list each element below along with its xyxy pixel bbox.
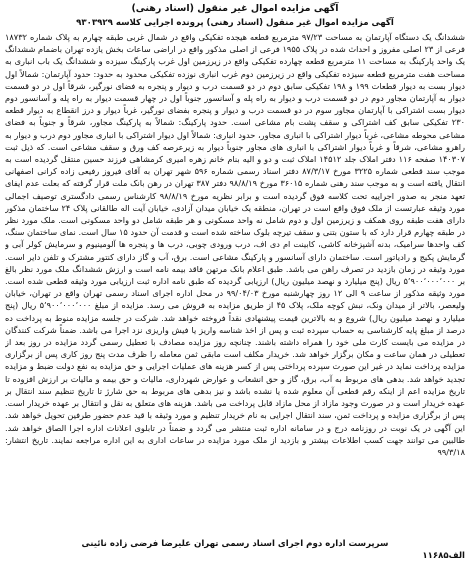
notice-subhead: آگهی مزایده اموال غیر منقول (اسناد رهنی) پرونده اجرایی کلاسه ۹۳۰۳۹۲۹	[76, 18, 394, 28]
notice-headline: آگهی مزایده اموال غیر منقول (اسناد رهنی)	[131, 3, 339, 14]
notice-code: الف۱۱۶۸۵	[422, 551, 465, 561]
notice-signature: سرپرست اداره دوم اجرای اسناد رسمی تهران علیرضا فرضی زاده نائینی	[81, 539, 389, 549]
notice-body	[5, 31, 465, 537]
notice-body-paragraph: ششدانگ یک دستگاه آپارتمان به مساحت ۹۷/۲۳ مترمربع قطعه هیجده تفکیکی واقع در شمال غربی طبقه چهارم به پلاک شماره ۱۸۷۳۲ فرعی از ۲۳ اصلی مفروز و احداث شده در پلاک ۱۹۵۵ فرعی از اصلی مذکور واقع در اراضی ساعات بخش یازده تهران باضمام ششدانگ یک واحد پارکینگ به مساحت ۱۱ مترمربع قطعه چهارده تفکیکی واقع در زیرزمین اول غرب پارکینگ سیزده و ششدانگ یک باب انباری به مساحت هفت مترمربع قطعه سیزده تفکیکی واقع در زیرزمین دوم غرب انباری نوزده تفکیکی محدود به حدود: حدود آپارتمان: شمالاً اول دیوار بست به دیوار قطعات ۱۹۹ و ۱۹۸ تفکیکی سابق دوم در دو قسمت درب و دیوار و پنجره به فضای نورگیر، شرقاً اول در دو قسمت دیوار به آپارتمان مجاور دوم در دو قسمت درب و دیوار به راه پله و آسانسور جنوباً اول در چهار قسمت دیوار به راه پله و آسانسور دوم دیوار بست اشتراکی با آپارتمان مجاور سوم در دو قسمت درب و دیوار و پنجره بفضای نورگیر، غرباً دیوار و درز انقطاع به دیوار قطعه ۲۳۰ تفکیکی سابق کف اشتراکی و سقف پشت بام مشاعی است. حدود پارکینگ: شمالاً به پارکینگ مجاور، شرقاً و جنوباً به فضای مشاعی محوطه مشاعی، غرباً دیوار اشتراکی با انباری مجاور، حدود انباری: شمالاً اول دیوار اشتراکی با انباری مجاور دوم درب و دیوار به راهرو مشاعی، شرقاً و غرباً دیوار اشتراکی با انباری های مجاور جنوباً دیوار به زیرعرصه کف ورق و سقف مشاعی است. که ذیل ثبت ۱۴۰۳۰۷ صفحه ۱۱۶ دفتر املاک جلد ۱۴۵۱۲ املاک ثبت و دو و الیه بنام خانم زهره امیری کرمشاهی فرزند حسین منتقل گردیده است به موجب سند قطعی شماره ۳۲۲۵ مورخ ۸۷/۳/۱۷ دفتر اسناد رسمی شماره ۵۹۶ شهر تهران به آقای فیروز رفیعی زاده کرانی اصفهانی انتقال یافته است و به موجب سند رهنی شماره ۳۶۰۱۵ مورخ ۹۸/۸/۱۹ دفتر ۳۸۷ تهران در رهن بانک ملت قرار گرفته که بعلت عدم ایفای تعهد منجر به صدور اجراییه تحت کلاسه فوق گردیده است و برابر نظریه مورخ ۹۸/۸/۱۹ کارشناس رسمی دادگستری توصیف اجمالی مورد وثیقه عبارتست از ملک فوق واقع است در تهران، منطقه یک خیابان میدان آزادی، خیابان آیت اله طالقانی پلاک ۲۴ ساختمان مذکور دارای هفت طبقه روی همکف و زیرزمین اول و دوم شامل نه واحد مسکونی و هر طبقه شامل دو واحد مسکونی است. ملک مورد نظر در طبقه چهارم قرار دارد که با ستون بتنی و سقف تیرچه بلوک ساخته شده است و قدمت آن حدود ۱۵ سال است. نمای ساختمان سنگ، کف واحدها سرامیک، بدنه آشپزخانه کاشی، کابینت ام دی اف، درب ورودی چوبی، درب ها و پنجره ها آلومینیوم و سرمایش کولر آبی و گرمایش پکیج و رادیاتور است. ساختمان دارای آسانسور و پارکینگ مشاعی است. برق، آب و گاز دارای کنتور مشترک و تلفن دایر است. مورد وثیقه در زمان بازدید در تصرف راهن می باشد. طبق اعلام بانک مرتهن فاقد بیمه نامه است و ارزش ششدانگ ملک مورد نظر بالغ بر ۵٬۹۰۰٬۰۰۰٬۰۰۰ ریال (پنج میلیارد و نهصد میلیون ریال) ارزیابی گردیده که طبق نامه اداره ثبت ارزیابی مورد وثیقه قطعی شده است. مورد وثیقه مذکور از ساعت ۹ الی ۱۲ روز چهارشنبه مورخ ۹۹/۰۴/۰۳ در محل اداره اجرای اسناد رسمی تهران واقع در تهران، خیابان ولیعصر، بالاتر از میدان ونک، نبش کوچه ملک، پلاک ۴۵ از طریق مزایده به فروش می رسد. مزایده از مبلغ ۵٬۹۰۰٬۰۰۰٬۰۰۰ ریال (پنج میلیارد و نهصد میلیون ریال) شروع و به بالاترین قیمت پیشنهادی نقداً فروخته خواهد شد. شرکت در جلسه مزایده منوط به پرداخت ده درصد از مبلغ پایه کارشناسی به حساب سپرده ثبت و پس از اخذ شناسه واریز یا فیش واریزی نزد اجرا می باشد. ضمناً شرکت کنندگان در مزایده می بایست کارت ملی خود را همراه داشته باشند. چنانچه روز مزایده مصادف با تعطیل رسمی گردد مزایده در روز بعد از تعطیلی در همان ساعت و مکان برگزار خواهد شد. خریدار مکلف است مابقی ثمن معامله را ظرف مدت پنج روز کاری پس از برگزاری مزایده پرداخت نماید در غیر این صورت سپرده پرداختی پس از کسر هزینه های عملیات اجرایی و حق مزایده به نفع دولت ضبط و مزایده تجدید خواهد شد. بدهی های مربوط به آب، برق، گاز و حق انشعاب و عوارض شهرداری، مالیات و حق بیمه و مالیات بر ارزش افزوده تا تاریخ مزایده اعم از اینکه رقم قطعی آن معلوم شده یا نشده باشد و نیز بدهی های مربوط به حق شارژ تا تاریخ تنظیم سند انتقال بر عهده خریدار است و در صورت وجود مازاد از محل مازاد قابل پرداخت می باشد. هزینه های متعلق به نقل و انتقال بر عهده خریدار است. پس از برگزاری مزایده و پرداخت ثمن، سند انتقال اجرایی به نام خریدار تنظیم و مورد وثیقه با قید عدم حضور طرفین تحویل خواهد شد. این آگهی در یک نوبت در روزنامه درج و در سامانه اداره ثبت منتشر می گردد و ضمناً در تابلوی اعلانات اداره اجرا الصاق خواهد شد. طالبین می توانند جهت کسب اطلاعات بیشتر و بازدید از ملک مورد مزایده در ساعات اداری به این اداره مراجعه نمایند. تاریخ انتشار: ۹۹/۳/۱۸	[5, 32, 465, 457]
